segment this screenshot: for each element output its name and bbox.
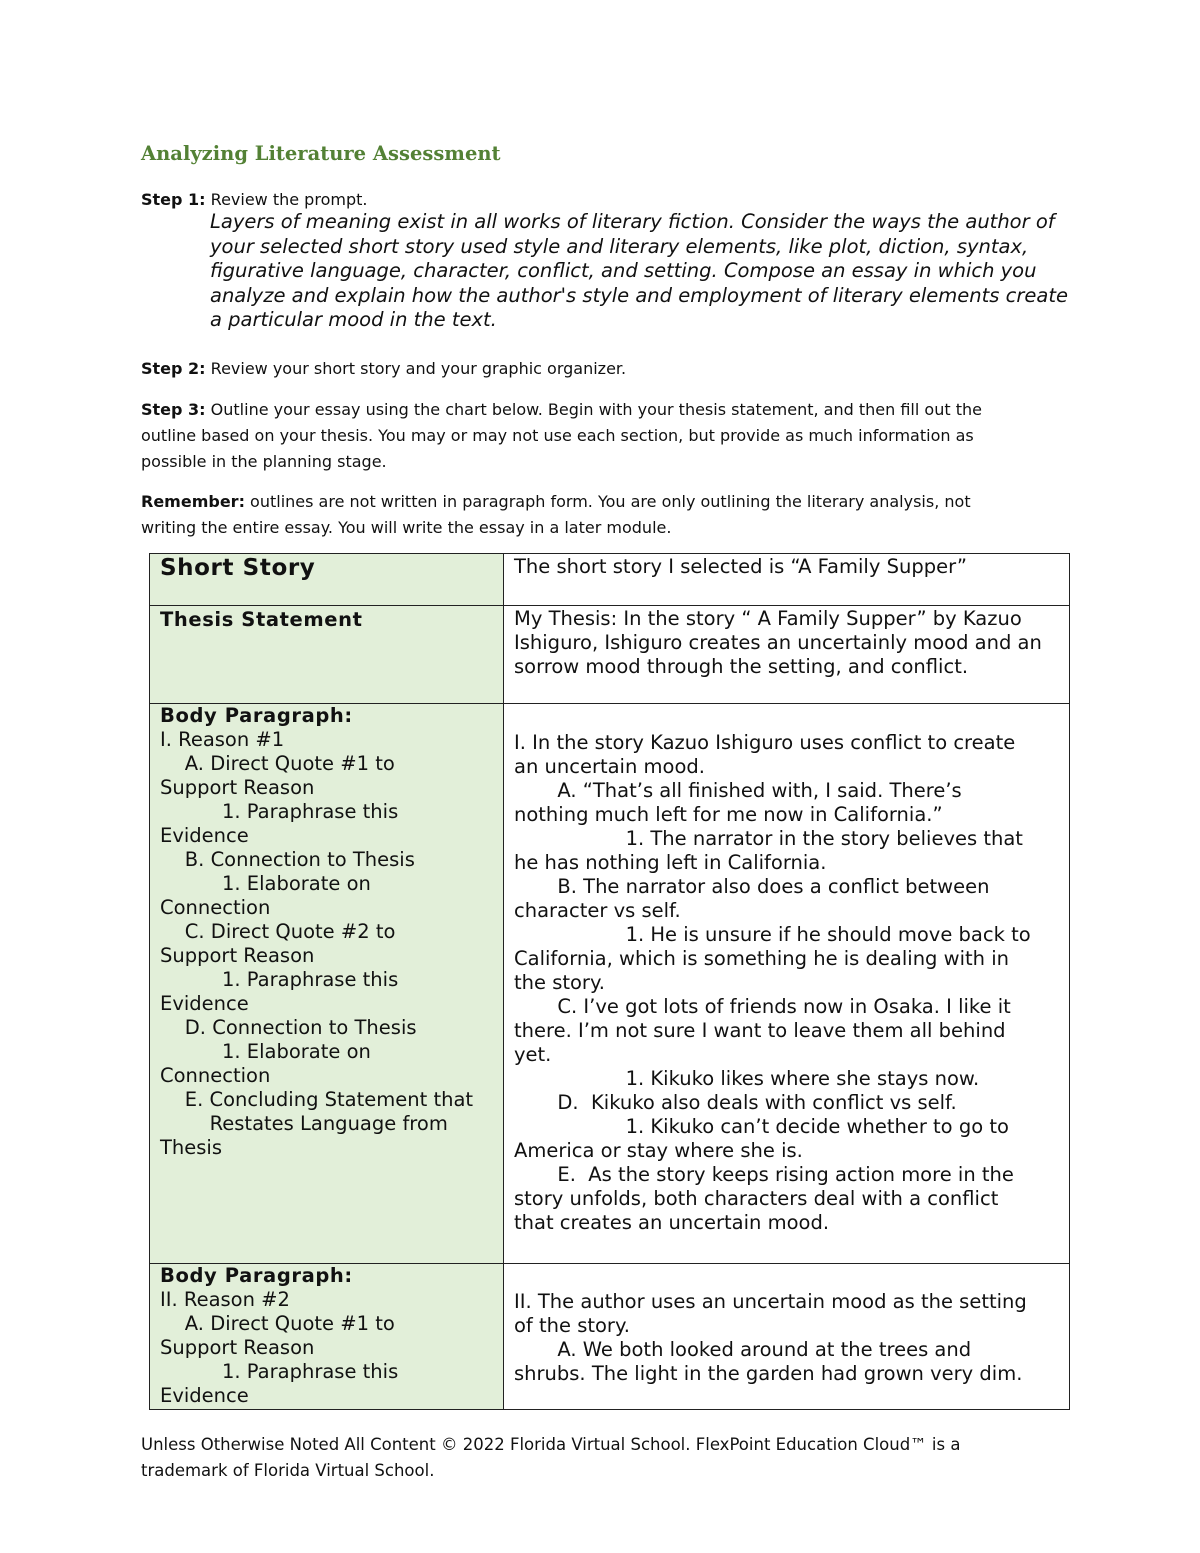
outline-line: 1. Paraphrase this: [160, 968, 399, 991]
short-story-label-cell: [150, 554, 504, 606]
outline-line: 1. Kikuko likes where she stays now.: [514, 1067, 980, 1090]
body-paragraph-1-label-cell: [150, 704, 504, 1264]
table-row: [150, 704, 1070, 1264]
outline-line: 1. Kikuko can’t decide whether to go to: [514, 1115, 1009, 1138]
short-story-label: Short Story: [160, 555, 316, 581]
step-3-text: Outline your essay using the chart below. Begin with your thesis statement, and then fill out the outline based on your thesis. You may or may not use each section, but provide as much information as possible in the planning stage.: [141, 400, 982, 471]
outline-line: B. Connection to Thesis: [160, 848, 415, 871]
remember-note: [141, 489, 1021, 541]
step-2-text: Review your short story and your graphic organizer.: [205, 359, 627, 378]
outline-line: 1. The narrator in the story believes that: [514, 827, 1023, 850]
outline-line: that creates an uncertain mood.: [514, 1211, 830, 1234]
outline-line: B. The narrator also does a conflict between: [514, 875, 990, 898]
outline-line: A. Direct Quote #1 to: [160, 1312, 395, 1335]
outline-line: 1. Paraphrase this: [160, 1360, 399, 1383]
outline-line: 1. He is unsure if he should move back to: [514, 923, 1031, 946]
short-story-answer: The short story I selected is “A Family Supper”: [514, 555, 968, 578]
outline-line: II. The author uses an uncertain mood as the setting: [514, 1290, 1027, 1313]
outline-line: Support Reason: [160, 1336, 315, 1359]
table-row: [150, 1264, 1070, 1410]
table-row: [150, 554, 1070, 606]
body-paragraph-2-heading: Body Paragraph:: [160, 1264, 353, 1287]
outline-line: America or stay where she is.: [514, 1139, 803, 1162]
outline-line: A. “That’s all finished with, I said. There’s: [514, 779, 962, 802]
outline-line: nothing much left for me now in California.”: [514, 803, 943, 826]
short-story-answer-cell: [504, 554, 1070, 606]
outline-line: 1. Elaborate on: [160, 1040, 371, 1063]
body-paragraph-1-outline: [160, 728, 493, 1160]
outline-line: I. Reason #1: [160, 728, 285, 751]
body-paragraph-2-label-cell: [150, 1264, 504, 1410]
outline-line: 1. Elaborate on: [160, 872, 371, 895]
step-2-label: Step 2:: [141, 359, 206, 378]
outline-line: California, which is something he is dealing with in: [514, 947, 1009, 970]
thesis-label: Thesis Statement: [160, 608, 363, 631]
table-row: [150, 606, 1070, 704]
thesis-label-cell: [150, 606, 504, 704]
outline-line: Evidence: [160, 824, 249, 847]
remember-text: outlines are not written in paragraph form. You are only outlining the literary analysis, not writing the entire essay. You will write the essay in a later module.: [141, 492, 971, 537]
outline-line: shrubs. The light in the garden had grown very dim.: [514, 1362, 1023, 1385]
outline-line: yet.: [514, 1043, 552, 1066]
outline-line: D. Connection to Thesis: [160, 1016, 417, 1039]
step-3: [141, 397, 1021, 475]
outline-line: C. Direct Quote #2 to: [160, 920, 396, 943]
outline-line: Connection: [160, 1064, 271, 1087]
outline-table: [149, 553, 1070, 1410]
outline-line: A. Direct Quote #1 to: [160, 752, 395, 775]
body-paragraph-2-outline: [160, 1288, 493, 1408]
outline-line: character vs self.: [514, 899, 681, 922]
prompt-text: Layers of meaning exist in all works of literary fiction. Consider the ways the author of your selected short story used style and literary elements, like plot, diction, syntax, figurative language, character, conflict, and setting. Compose an essay in which you analyze and explain how the author's style and employment of literary elements create a particular mood in the text.: [210, 210, 1068, 331]
body-paragraph-2-answer: [514, 1290, 1059, 1386]
step-2: [141, 356, 1021, 382]
outline-line: Connection: [160, 896, 271, 919]
outline-line: Support Reason: [160, 944, 315, 967]
body-paragraph-1-answer-cell: [504, 704, 1070, 1264]
thesis-answer: My Thesis: In the story “ A Family Supper” by Kazuo Ishiguro, Ishiguro creates an uncertainly mood and an sorrow mood through the setting, and conflict.: [514, 607, 1042, 678]
outline-line: A. We both looked around at the trees and: [514, 1338, 972, 1361]
remember-label: Remember:: [141, 492, 245, 511]
step-1-text: Review the prompt.: [205, 190, 368, 209]
thesis-answer-cell: [504, 606, 1070, 704]
outline-line: D. Kikuko also deals with conflict vs self.: [514, 1091, 957, 1114]
outline-line: an uncertain mood.: [514, 755, 705, 778]
body-paragraph-1-answer: [514, 731, 1059, 1235]
outline-line: Evidence: [160, 1384, 249, 1407]
outline-line: E. As the story keeps rising action more in the: [514, 1163, 1014, 1186]
outline-line: I. In the story Kazuo Ishiguro uses conflict to create: [514, 731, 1016, 754]
outline-line: II. Reason #2: [160, 1288, 290, 1311]
step-3-label: Step 3:: [141, 400, 206, 419]
outline-line: the story.: [514, 971, 605, 994]
outline-line: he has nothing left in California.: [514, 851, 827, 874]
outline-line: Thesis: [160, 1136, 223, 1159]
outline-line: Restates Language from: [160, 1112, 448, 1135]
outline-line: C. I’ve got lots of friends now in Osaka. I like it: [514, 995, 1011, 1018]
step-1-label: Step 1:: [141, 190, 206, 209]
outline-line: Evidence: [160, 992, 249, 1015]
body-paragraph-1-heading: Body Paragraph:: [160, 704, 353, 727]
outline-line: Support Reason: [160, 776, 315, 799]
body-paragraph-2-answer-cell: [504, 1264, 1070, 1410]
outline-line: of the story.: [514, 1314, 630, 1337]
footer-copyright: Unless Otherwise Noted All Content © 2022 Florida Virtual School. FlexPoint Education Cloud™ is a trademark of Florida Virtual School.: [141, 1435, 961, 1480]
outline-line: story unfolds, both characters deal with a conflict: [514, 1187, 999, 1210]
outline-line: E. Concluding Statement that: [160, 1088, 474, 1111]
outline-line: there. I’m not sure I want to leave them all behind: [514, 1019, 1006, 1042]
outline-line: 1. Paraphrase this: [160, 800, 399, 823]
page-title: Analyzing Literature Assessment: [141, 142, 501, 165]
